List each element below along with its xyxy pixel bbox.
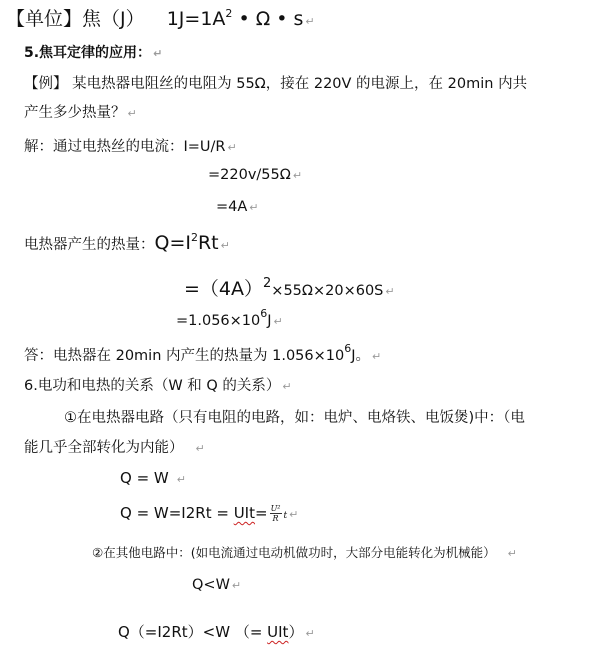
heat-exponent: 2 [190, 231, 198, 244]
calc-prefix: =（4A） [184, 278, 264, 300]
case-1-line-1 [64, 406, 525, 427]
solution-intro-text: 解：通过电热丝的电流：I=U/R [24, 139, 226, 155]
equation-1: Q = W [120, 469, 169, 487]
fraction-numerator: U² [270, 504, 281, 513]
fraction-t: t [283, 511, 288, 521]
return-mark: ↵ [305, 627, 315, 640]
case-2-line [92, 543, 517, 561]
return-mark: ↵ [292, 169, 303, 182]
calc-exponent: 2 [263, 276, 272, 291]
uit-term: UIt [233, 504, 255, 522]
section-6-heading [24, 374, 292, 395]
return-mark: ↵ [176, 473, 186, 486]
unit-formula: 1J=1A [166, 8, 226, 30]
result-unit: J [267, 313, 272, 329]
result-line [176, 307, 283, 329]
solution-intro [24, 135, 237, 156]
heat-label: 电热器产生的热量： [24, 237, 155, 253]
return-mark: ↵ [289, 508, 299, 521]
final-uit-term: UIt [267, 623, 289, 641]
equation-q-equals-w [120, 469, 186, 487]
section-5-heading [24, 42, 162, 62]
return-mark: ↵ [273, 315, 283, 328]
case-1-text-cont: 能几乎全部转化为内能） [24, 440, 184, 456]
return-mark: ↵ [282, 380, 292, 393]
unit-exponent: 2 [225, 7, 233, 20]
case-1-line-2 [24, 436, 205, 457]
example-line-1 [24, 72, 527, 93]
fraction-u2-over-r [270, 504, 282, 523]
final-relation: Q（=I2Rt）<W （= [118, 623, 268, 641]
return-mark: ↵ [220, 239, 230, 252]
example-line-2 [24, 101, 137, 122]
final-relation-line [118, 621, 315, 642]
return-mark: ↵ [195, 442, 205, 455]
unit-line [6, 4, 315, 31]
equation-2: Q = W=I2Rt = [120, 504, 234, 522]
unit-prefix: 【单位】焦（J） [6, 8, 145, 30]
case-2-text: ②在其他电路中：(如电流通过电动机做功时，大部分电能转化为机械能） [92, 545, 496, 560]
result-value: =1.056×10 [176, 313, 261, 329]
heat-formula-rt: Rt [197, 232, 219, 254]
answer-exponent: 6 [344, 342, 352, 355]
solution-step-1 [208, 167, 302, 183]
return-mark: ↵ [249, 201, 259, 214]
inequality: Q<W [192, 577, 230, 593]
return-mark: ↵ [305, 15, 315, 28]
return-mark: ↵ [372, 350, 382, 363]
heat-formula [155, 232, 219, 254]
answer-line [24, 344, 381, 365]
equals-sign: = [254, 504, 268, 522]
calc-line [184, 274, 395, 301]
return-mark: ↵ [231, 579, 242, 592]
section-5-heading-text: 5.焦耳定律的应用： [24, 45, 152, 61]
fraction-denominator: R [272, 514, 279, 523]
solution-step-2-text: =4A [216, 199, 248, 215]
example-question: 产生多少热量？ [24, 105, 126, 121]
calc-tail: ×55Ω×20×60S [271, 283, 384, 299]
section-6-heading-text: 6.电功和电热的关系（W 和 Q 的关系） [24, 378, 281, 394]
solution-step-1-text: =220v/55Ω [208, 167, 291, 183]
result-exponent: 6 [260, 307, 268, 320]
final-relation-close: ） [288, 623, 304, 641]
heat-formula-q: Q=I [154, 232, 191, 254]
solution-step-2 [216, 199, 259, 215]
heat-formula-line [24, 232, 230, 254]
return-mark: ↵ [153, 47, 163, 60]
equation-expanded [120, 504, 298, 523]
example-text: 【例】 某电热器电阻丝的电阻为 55Ω，接在 220V 的电源上，在 20min 内共 [24, 76, 528, 92]
case-1-text: ①在电热器电路（只有电阻的电路，如：电炉、电烙铁、电饭煲)中：（电 [64, 410, 525, 426]
inequality-line [192, 577, 241, 593]
return-mark: ↵ [127, 107, 137, 120]
return-mark: ↵ [385, 285, 395, 298]
return-mark: ↵ [507, 547, 517, 560]
return-mark: ↵ [227, 141, 237, 154]
answer-text: 答：电热器在 20min 内产生的热量为 1.056×10 [24, 348, 345, 364]
answer-unit: J。 [351, 348, 371, 364]
unit-formula-tail: • Ω • s [238, 8, 304, 30]
